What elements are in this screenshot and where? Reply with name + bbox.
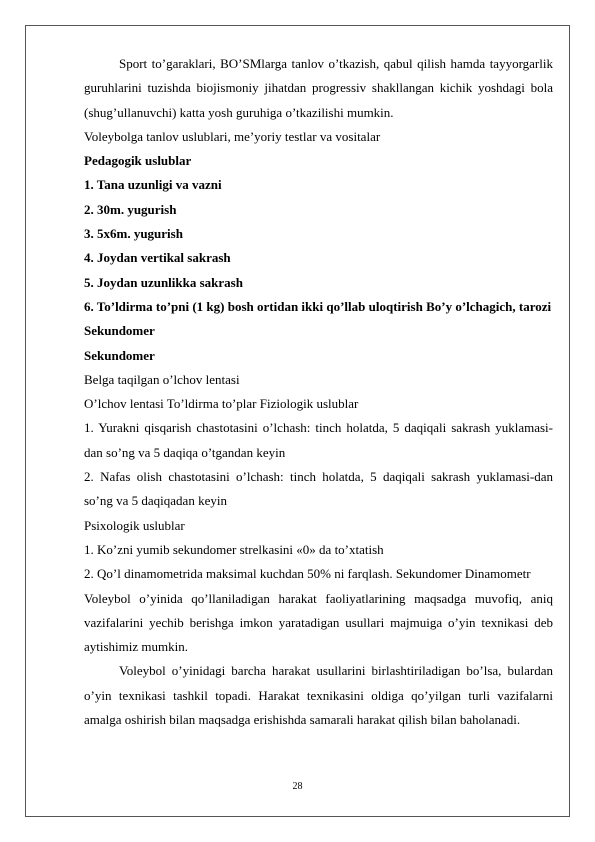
section-heading-selection-methods: Voleybolga tanlov uslublari, me’yoriy testlar va vositalar (84, 128, 381, 144)
page-number: 28 (292, 781, 303, 792)
technique-definition-paragraph: Voleybol o’yinida qo’llaniladigan harakat faoliyatlarining maqsadga muvofiq, aniq vazifalarini yechib berishga imkon yaratadigan usullari majmuiga o’yin texnikasi deb aytishimiz mumkin. (84, 590, 553, 655)
psychological-methods-heading: Psixologik uslublar (84, 517, 185, 533)
physiological-item-1: 1. Yurakni qisqarish chastotasini o’lchash: tinch holatda, 5 daqiqali sakrash yuklamasi-dan so’ng va 5 daqiqa o’tgandan keyin (84, 420, 553, 460)
stopwatch-label: Sekundomer (84, 347, 155, 363)
technique-summary-paragraph: Voleybol o’yinidagi barcha harakat usullarini birlashtiriladigan bo’lsa, bulardan o’yin texnikasi tashkil topadi. Harakat texnikasini oldiga qo’yilgan turli vazifalarni amalga oshirish bilan maqsadga erishishda samarali harakat qilish bilan baholanadi. (84, 663, 553, 728)
test-item-4: 4. Joydan vertikal sakrash (84, 250, 231, 266)
test-item-5: 5. Joydan uzunlikka sakrash (84, 274, 243, 290)
physiological-item-2: 2. Nafas olish chastotasini o’lchash: tinch holatda, 5 daqiqali sakrash yuklamasi-dan so’ng va 5 daqiqadan keyin (84, 469, 553, 509)
psychological-item-2: 2. Qo’l dinamometrida maksimal kuchdan 50% ni farqlash. Sekundomer Dinamometr (84, 566, 531, 582)
physiological-methods-line: O’lchov lentasi To’ldirma to’plar Fiziologik uslublar (84, 396, 359, 412)
psychological-item-1: 1. Ko’zni yumib sekundomer strelkasini «0» da to’xtatish (84, 541, 384, 557)
pedagogical-methods-heading: Pedagogik uslublar (84, 153, 192, 169)
document-body (84, 52, 553, 732)
test-item-2: 2. 30m. yugurish (84, 201, 177, 217)
test-item-3: 3. 5x6m. yugurish (84, 226, 183, 242)
test-item-6: 6. To’ldirma to’pni (1 kg) bosh ortidan ikki qo’llab uloqtirish Bo’y o’lchagich, tarozi Sekundomer (84, 298, 552, 339)
intro-paragraph: Sport to’garaklari, BO’SMlarga tanlov o’tkazish, qabul qilish hamda tayyorgarlik guruhlarini tuzishda biojismoniy jihatdan progressiv shakllangan kichik yoshdagi bola (shug’ullanuvchi) katta yosh guruhiga o’tkazilishi mumkin. (84, 56, 553, 120)
belt-tape-label: Belga taqilgan o’lchov lentasi (84, 371, 240, 387)
test-item-1: 1. Tana uzunligi va vazni (84, 177, 222, 193)
